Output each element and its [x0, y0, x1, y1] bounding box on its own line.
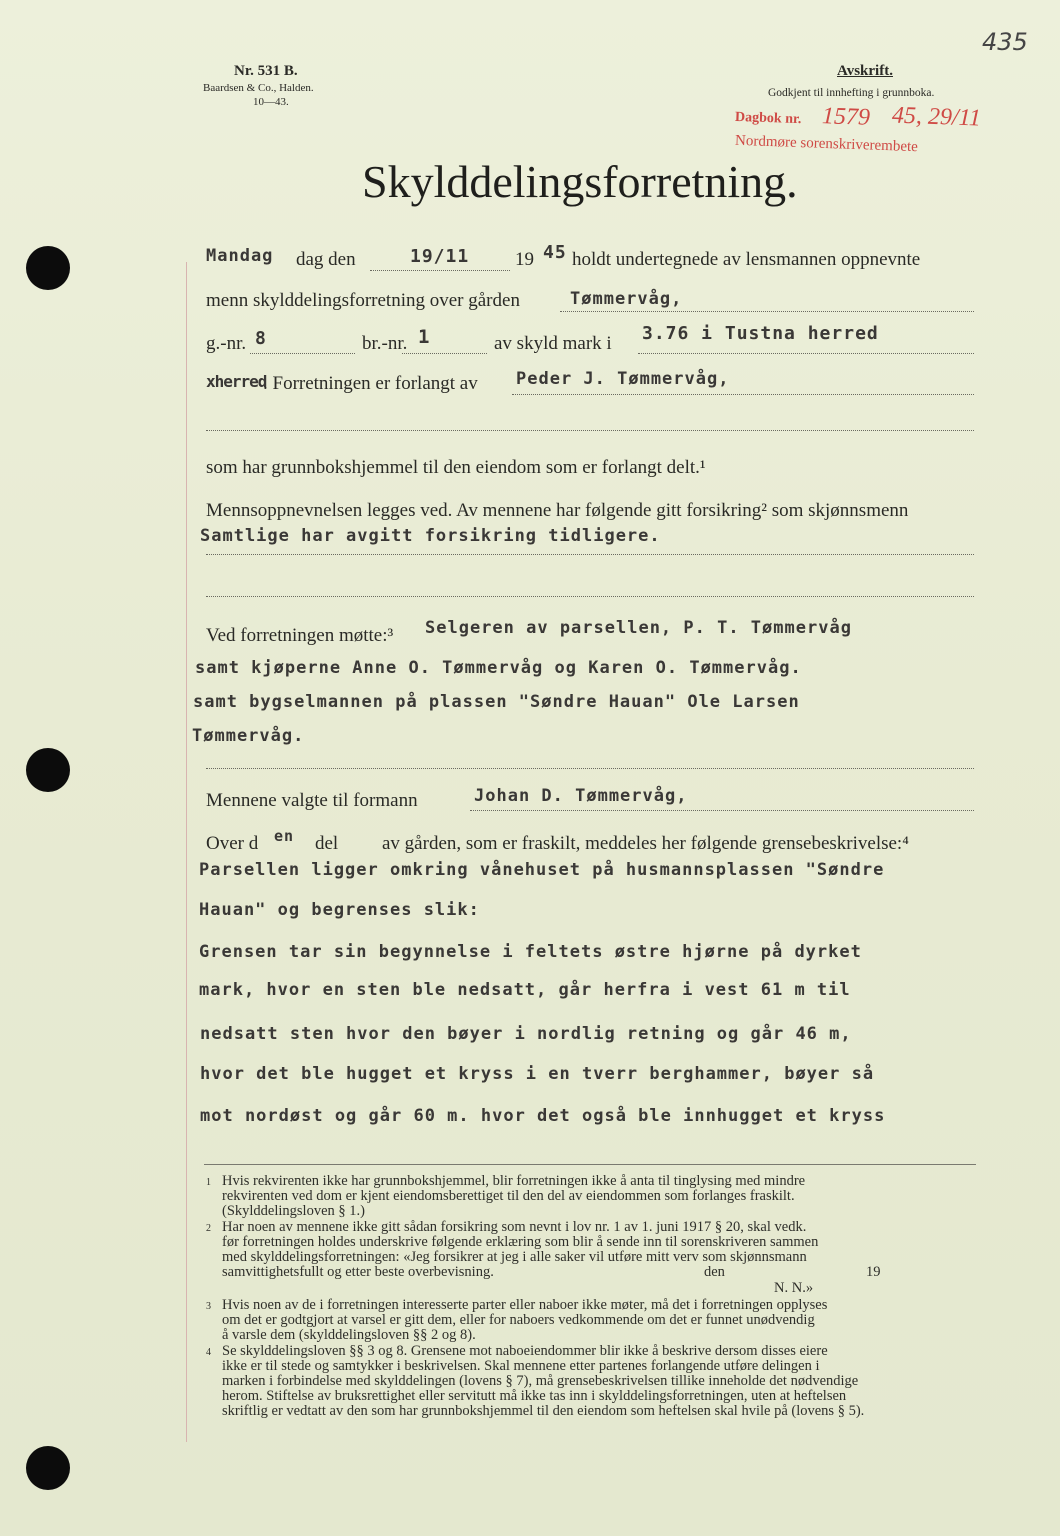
skyld-fill: 3.76 i Tustna herred: [642, 323, 879, 344]
page-number: 435: [982, 28, 1028, 56]
requester-fill: Peder J. Tømmervåg,: [516, 369, 730, 389]
desc-line-4: mark, hvor en sten ble nedsatt, går herfra i vest 61 m til: [199, 980, 851, 1000]
footnote-1-line-1: Hvis rekvirenten ikke har grunnbokshjemmel, blir forretningen ikke å anta til tinglysing med mindre: [222, 1173, 806, 1189]
footnote-1-line-2: rekvirenten ved dom er kjent eiendomsberettiget til den del av eiendommen som forlanges fraskilt.: [222, 1188, 795, 1204]
footnote-2-nn: N. N.»: [774, 1280, 814, 1296]
line1-text-a: dag den: [296, 249, 356, 270]
bnr-label: br.-nr.: [362, 333, 408, 354]
footnote-2-year: 19: [866, 1264, 881, 1280]
journal-stamp-date: 45, 29/11: [891, 102, 982, 132]
farm-fill: Tømmervåg,: [570, 289, 683, 309]
footnote-4-line-2: ikke er til stede og samtykker i beskrivelsen. Skal mennene etter partenes forlangende utføre delingen i: [222, 1358, 820, 1374]
over-text-del: del: [315, 833, 339, 854]
line2-text: menn skylddelingsforretning over gården: [206, 290, 520, 311]
printer-name: Baardsen & Co., Halden.: [203, 82, 314, 94]
chair-label: Mennene valgte til formann: [206, 790, 418, 811]
office-stamp: Nordmøre sorenskriverembete: [734, 132, 919, 156]
gnr-label: g.-nr.: [206, 333, 247, 354]
desc-line-7: mot nordøst og går 60 m. hvor det også ble innhugget et kryss: [200, 1106, 886, 1126]
met-line-3: samt bygselmannen på plassen "Søndre Hauan" Ole Larsen: [193, 692, 800, 712]
footnote-2-line-4: samvittighetsfullt og etter beste overbevisning.: [222, 1264, 494, 1280]
met-line-1: Selgeren av parsellen, P. T. Tømmervåg: [425, 618, 852, 638]
weekday-fill: Mandag: [206, 246, 274, 266]
punch-hole-top: [26, 246, 70, 290]
desc-line-3: Grensen tar sin begynnelse i feltets østre hjørne på dyrket: [199, 942, 862, 962]
footnote-4-marker: 4: [206, 1347, 211, 1358]
desc-line-6: hvor det ble hugget et kryss i en tverr berghammer, bøyer så: [200, 1064, 875, 1084]
footnote-1-marker: 1: [206, 1177, 211, 1188]
over-label: Over d: [206, 833, 259, 854]
footnote-3-line-1: Hvis noen av de i forretningen interesserte parter eller naboer ikke møter, må det i forretningen opplyses: [222, 1297, 828, 1313]
footnote-2-marker: 2: [206, 1223, 211, 1234]
line6-text: Mennsoppnevnelsen legges ved. Av mennene har følgende gitt forsikring² som skjønnsmenn: [206, 500, 909, 521]
struck-herred: xherred: [206, 372, 267, 391]
margin-line: [186, 262, 187, 1442]
line1-text-b: holdt undertegnede av lensmannen oppnevnte: [572, 249, 921, 270]
desc-line-2: Hauan" og begrenses slik:: [199, 900, 480, 920]
desc-line-5: nedsatt sten hvor den bøyer i nordlig retning og går 46 m,: [200, 1024, 852, 1044]
gnr-fill: 8: [255, 328, 267, 349]
journal-stamp-prefix: Dagbok nr.: [734, 109, 802, 128]
over-fill: en: [274, 827, 295, 845]
print-date: 10—43.: [253, 96, 289, 108]
footnote-2-den: den: [704, 1264, 725, 1280]
approval-note: Godkjent til innhefting i grunnboka.: [768, 87, 935, 99]
desc-line-1: Parsellen ligger omkring vånehuset på husmannsplassen "Søndre: [199, 860, 885, 880]
copy-label: Avskrift.: [837, 63, 893, 79]
date-fill: 19/11: [410, 246, 470, 267]
footnote-4-line-1: Se skylddelingsloven §§ 3 og 8. Grensene mot naboeiendommer blir ikke å beskrive dersom disses eiere: [222, 1343, 828, 1359]
bnr-fill: 1: [418, 326, 431, 348]
page-title: Skylddelingsforretning.: [362, 156, 798, 207]
journal-stamp-number: 1579: [821, 103, 871, 131]
footnote-3-line-3: å varsle dem (skylddelingsloven §§ 2 og 8).: [222, 1327, 476, 1343]
footnote-2-line-2: før forretningen holdes underskrive følgende erklæring som blir å sende inn til sorenskriveren sammen: [222, 1234, 819, 1250]
punch-hole-bottom: [26, 1446, 70, 1490]
line3-text: av skyld mark i: [494, 333, 612, 354]
line4-text: . Forretningen er forlangt av: [263, 373, 478, 394]
footnote-4-line-4: herom. Stiftelse av bruksrettighet eller servitutt må ikke tas inn i skylddelingsforretningen, uten at heftelsen: [222, 1388, 847, 1404]
met-line-2: samt kjøperne Anne O. Tømmervåg og Karen O. Tømmervåg.: [195, 658, 802, 678]
footnote-2-line-3: med skylddelingsforretningen: «Jeg forsikrer at jeg i alle saker vil utføre mitt verv som skjønnsmann: [222, 1249, 807, 1265]
footnote-divider: [204, 1164, 976, 1165]
footnote-3-marker: 3: [206, 1301, 211, 1312]
year-fill: 45: [543, 242, 567, 263]
footnote-4-line-3: marken i forbindelse med skylddelingen (lovens § 7), må grensebeskrivelsen tillike inneholde det nødvendige: [222, 1373, 859, 1389]
footnote-2-line-1: Har noen av mennene ikke gitt sådan forsikring som nevnt i lov nr. 1 av 1. juni 1917 § 20, skal vedk.: [222, 1219, 807, 1235]
over-text-rest: av gården, som er fraskilt, meddeles her følgende grensebeskrivelse:⁴: [382, 833, 909, 854]
assurance-fill: Samtlige har avgitt forsikring tidligere.: [200, 526, 661, 546]
line1-year-prefix: 19: [515, 249, 534, 270]
footnote-1-line-3: (Skylddelingsloven § 1.): [222, 1203, 365, 1219]
form-number: Nr. 531 B.: [234, 63, 298, 79]
punch-hole-middle: [26, 748, 70, 792]
met-label: Ved forretningen møtte:³: [206, 625, 394, 646]
footnote-4-line-5: skriftlig er vedtatt av den som har grunnbokshjemmel til den eiendom som heftelsen skal hvile på (lovens § 5).: [222, 1403, 865, 1419]
chair-fill: Johan D. Tømmervåg,: [474, 786, 688, 806]
footnote-3-line-2: om det er godtgjort at varsel er gitt dem, eller for naboers vedkommende om det er funnet unødvendig: [222, 1312, 815, 1328]
met-line-4: Tømmervåg.: [192, 726, 305, 746]
line5-text: som har grunnbokshjemmel til den eiendom som er forlangt delt.¹: [206, 457, 706, 478]
